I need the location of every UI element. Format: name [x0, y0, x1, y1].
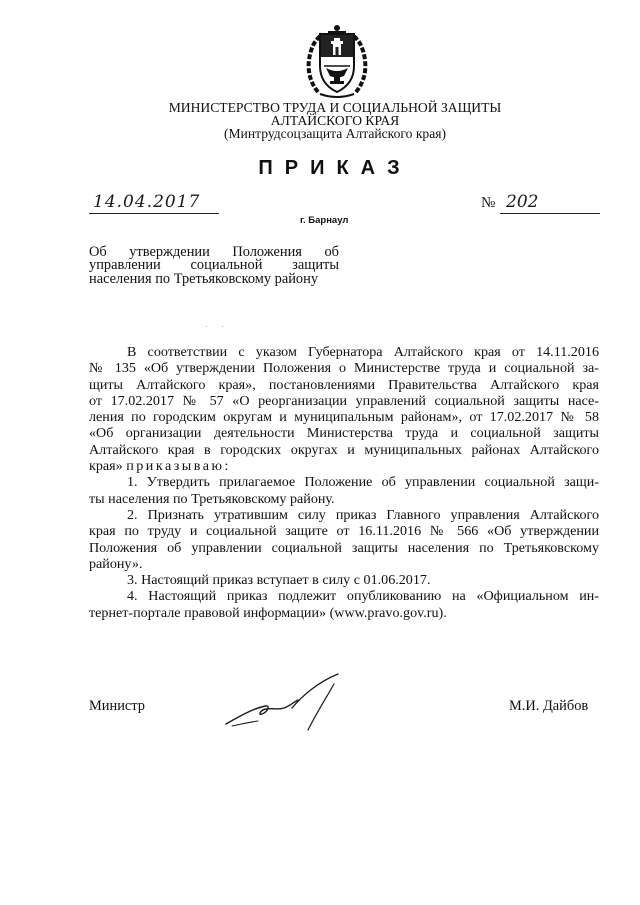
body-line: № 135 «Об утверждении Положения о Министерстве труда и социальной за-: [89, 360, 599, 377]
ministry-header: [120, 101, 550, 140]
order-date-field: [89, 193, 219, 214]
ministry-name-line2: АЛТАЙСКОГО КРАЯ: [270, 113, 400, 128]
order-date-handwritten: 14.04.2017: [93, 192, 201, 212]
body-line: «Об организации деятельности Министерства труда и социальной защиты: [89, 425, 599, 442]
coat-of-arms-icon: [306, 22, 368, 100]
order-number-label: №: [481, 195, 496, 211]
body-line: Положения об управлении социальной защиты населения по Третьяковскому: [89, 539, 599, 556]
order-subject: [89, 246, 339, 286]
body-line: 3. Настоящий приказ вступает в силу с 01.06.2017.: [127, 572, 431, 589]
body-line: 2. Признать утратившим силу приказ Главного управления Алтайского: [127, 506, 599, 523]
body-line: Алтайского края в городских округах и муниципальных районах Алтайского: [89, 441, 599, 458]
ministry-short-name: (Минтрудсоцзащита Алтайского края): [223, 126, 447, 141]
body-line: ления по городским округам и муниципальным районам», от 17.02.2017 № 58: [89, 409, 599, 426]
subject-line: Об утверждении Положения об: [89, 244, 339, 260]
body-line: края по труду и социальной защите от 16.11.2016 № 566 «Об утверждении: [89, 523, 599, 540]
body-line: [89, 458, 599, 474]
order-body: [89, 344, 599, 621]
order-city: г. Барнаул: [300, 215, 349, 226]
body-line: району».: [89, 555, 143, 572]
order-title: ПРИКАЗ: [258, 157, 412, 179]
body-line: тернет-портале правовой информации» (www.pravo.gov.ru).: [89, 604, 447, 621]
scan-specks: · ·: [205, 323, 230, 331]
ministry-name-line1: МИНИСТЕРСТВО ТРУДА И СОЦИАЛЬНОЙ ЗАЩИТЫ: [168, 100, 502, 115]
signatory-title: Министр: [89, 698, 145, 714]
body-line: щиты Алтайского края», постановлениями Правительства Алтайского края: [89, 376, 599, 393]
body-text: края»: [89, 458, 123, 475]
body-line: 4. Настоящий приказ подлежит опубликованию на «Официальном ин-: [127, 588, 599, 605]
subject-line: управлении социальной защиты: [89, 257, 339, 274]
signatory-name: М.И. Дайбов: [509, 698, 589, 714]
order-number-handwritten: 202: [506, 192, 539, 212]
subject-line: населения по Третьяковскому району: [89, 270, 319, 287]
body-line: В соответствии с указом Губернатора Алтайского края от 14.11.2016: [127, 344, 599, 360]
handwritten-signature: [222, 672, 350, 732]
order-number-field: [500, 193, 600, 214]
body-line: ты населения по Третьяковскому району.: [89, 490, 335, 507]
body-line: 1. Утвердить прилагаемое Положение об управлении социальной защи-: [127, 474, 599, 491]
body-line: от 17.02.2017 № 57 «О реорганизации управлений социальной защиты насе-: [89, 392, 599, 409]
order-keyword: приказываю:: [126, 458, 231, 475]
